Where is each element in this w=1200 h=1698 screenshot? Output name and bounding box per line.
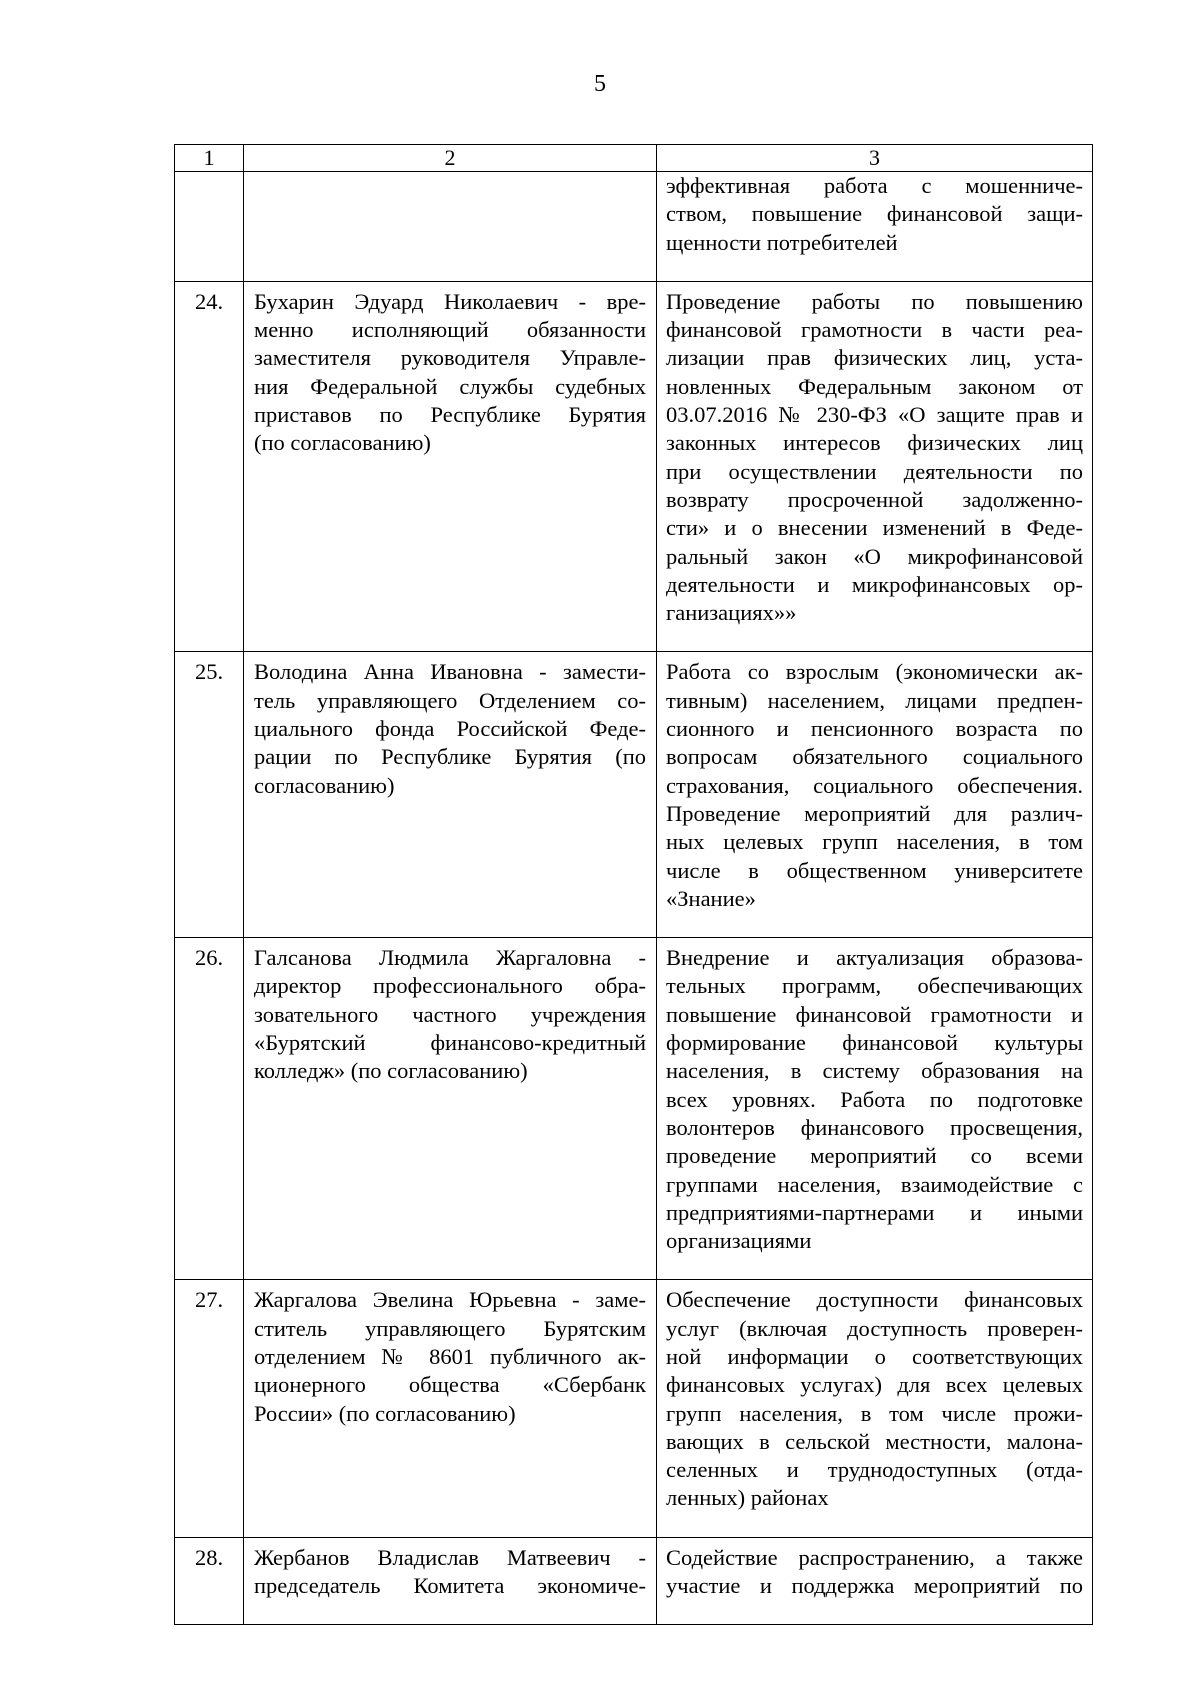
text-line: ганизациях»» <box>666 600 797 626</box>
text-line: сионного и пенсионного возраста по <box>666 716 1083 742</box>
text-line: участие и поддержка мероприятий по <box>666 1573 1083 1599</box>
text-line: услуг (включая доступность проверен- <box>666 1315 1083 1341</box>
row-number: 26. <box>175 938 244 1280</box>
text-line: ционерного общества «Сбербанк <box>254 1372 646 1398</box>
responsibility-cell <box>657 1537 1093 1625</box>
text-line: волонтеров финансового просвещения, <box>666 1114 1083 1140</box>
text-line: тивным) населением, лицами предпен- <box>666 687 1083 713</box>
text-line: вающих в сельской местности, малона- <box>666 1428 1083 1454</box>
text-line: Содействие распространению, а также <box>666 1544 1083 1570</box>
text-line: «Бурятский финансово-кредитный <box>254 1030 646 1056</box>
text-line: возврату просроченной задолженно- <box>666 486 1083 512</box>
text-line: Жербанов Владислав Матвеевич - <box>254 1544 646 1570</box>
text-line: Проведение работы по повышению <box>666 288 1083 314</box>
text-line: организациями <box>666 1228 812 1254</box>
text-line: всех уровнях. Работа по подготовке <box>666 1086 1083 1112</box>
row-number: 24. <box>175 281 244 652</box>
table-row <box>175 281 1093 652</box>
member-cell <box>244 1280 657 1537</box>
column-header-member: 2 <box>244 145 657 172</box>
text-line: тель управляющего Отделением со- <box>254 687 646 713</box>
text-line: страхования, социального обеспечения. <box>666 772 1083 798</box>
table-header-row <box>175 145 1093 172</box>
row-number <box>175 172 244 282</box>
table-row <box>175 652 1093 938</box>
text-line: Бухарин Эдуард Николаевич - вре- <box>254 288 646 314</box>
text-line: менно исполняющий обязанности <box>254 317 646 343</box>
text-line: приставов по Республике Бурятия <box>254 402 646 428</box>
text-line: лизации прав физических лиц, уста- <box>666 345 1083 371</box>
responsibility-cell <box>657 1280 1093 1537</box>
text-line: селенных и труднодоступных (отда- <box>666 1457 1083 1483</box>
text-line: заместителя руководителя Управле- <box>254 345 646 371</box>
text-line: директор профессионального обра- <box>254 973 646 999</box>
column-header-number: 1 <box>175 145 244 172</box>
page-number: 5 <box>594 71 606 97</box>
text-line: повышение финансовой грамотности и <box>666 1001 1083 1027</box>
table-row <box>175 172 1093 282</box>
text-line: ния Федеральной службы судебных <box>254 373 646 399</box>
text-line: колледж» (по согласованию) <box>254 1058 528 1084</box>
text-line: 03.07.2016 № 230-ФЗ «О защите прав и <box>666 402 1083 428</box>
text-line: ной информации о соответствующих <box>666 1343 1083 1369</box>
responsibility-cell <box>657 938 1093 1280</box>
text-line: Обеспечение доступности финансовых <box>666 1287 1083 1313</box>
text-line: Проведение мероприятий для различ- <box>666 800 1083 826</box>
text-line: рации по Республике Бурятия (по <box>254 744 646 770</box>
member-cell <box>244 652 657 938</box>
text-line: вопросам обязательного социального <box>666 744 1083 770</box>
responsibility-cell <box>657 652 1093 938</box>
text-line: сти» и о внесении изменений в Феде- <box>666 515 1083 541</box>
text-line: тельных программ, обеспечивающих <box>666 973 1083 999</box>
member-cell <box>244 938 657 1280</box>
text-line: ральный закон «О микрофинансовой <box>666 543 1083 569</box>
text-line: ством, повышение финансовой защи- <box>666 201 1083 227</box>
text-line: председатель Комитета экономиче- <box>254 1573 646 1599</box>
row-number: 28. <box>175 1537 244 1625</box>
member-cell <box>244 172 657 282</box>
text-line: циального фонда Российской Феде- <box>254 716 646 742</box>
members-table <box>174 144 1093 1625</box>
text-line: Жаргалова Эвелина Юрьевна - заме- <box>254 1287 646 1313</box>
text-line: законных интересов физических лиц <box>666 430 1083 456</box>
text-line: ститель управляющего Бурятским <box>254 1315 646 1341</box>
responsibility-cell <box>657 281 1093 652</box>
member-cell <box>244 281 657 652</box>
text-line: формирование финансовой культуры <box>666 1030 1083 1056</box>
text-line: групп населения, в том числе прожи- <box>666 1400 1083 1426</box>
text-line: ных целевых групп населения, в том <box>666 829 1083 855</box>
text-line: деятельности и микрофинансовых ор- <box>666 571 1083 597</box>
text-line: Внедрение и актуализация образова- <box>666 945 1083 971</box>
responsibility-cell <box>657 172 1093 282</box>
text-line: отделением № 8601 публичного ак- <box>254 1343 646 1369</box>
text-line: новленных Федеральным законом от <box>666 373 1083 399</box>
text-line: Работа со взрослым (экономически ак- <box>666 659 1083 685</box>
text-line: финансовых услугах) для всех целевых <box>666 1372 1083 1398</box>
text-line: России» (по согласованию) <box>254 1400 516 1426</box>
table-body <box>175 172 1093 1625</box>
text-line: «Знание» <box>666 885 756 911</box>
text-line: Володина Анна Ивановна - замести- <box>254 659 646 685</box>
text-line: при осуществлении деятельности по <box>666 458 1083 484</box>
text-line: щенности потребителей <box>666 229 898 255</box>
table-row <box>175 938 1093 1280</box>
text-line: группами населения, взаимодействие с <box>666 1171 1083 1197</box>
text-line: зовательного частного учреждения <box>254 1001 646 1027</box>
text-line: проведение мероприятий со всеми <box>666 1143 1083 1169</box>
text-line: предприятиями-партнерами и иными <box>666 1199 1083 1225</box>
column-header-responsibility: 3 <box>657 145 1093 172</box>
text-line: согласованию) <box>254 772 395 798</box>
text-line: (по согласованию) <box>254 430 431 456</box>
text-line: ленных) районах <box>666 1485 829 1511</box>
text-line: числе в общественном университете <box>666 857 1083 883</box>
row-number: 27. <box>175 1280 244 1537</box>
table-row <box>175 1280 1093 1537</box>
table-row <box>175 1537 1093 1625</box>
text-line: населения, в систему образования на <box>666 1058 1083 1084</box>
row-number: 25. <box>175 652 244 938</box>
text-line: эффективная работа с мошенниче- <box>666 173 1083 198</box>
text-line: Галсанова Людмила Жаргаловна - <box>254 945 646 971</box>
member-cell <box>244 1537 657 1625</box>
text-line: финансовой грамотности в части реа- <box>666 317 1083 343</box>
